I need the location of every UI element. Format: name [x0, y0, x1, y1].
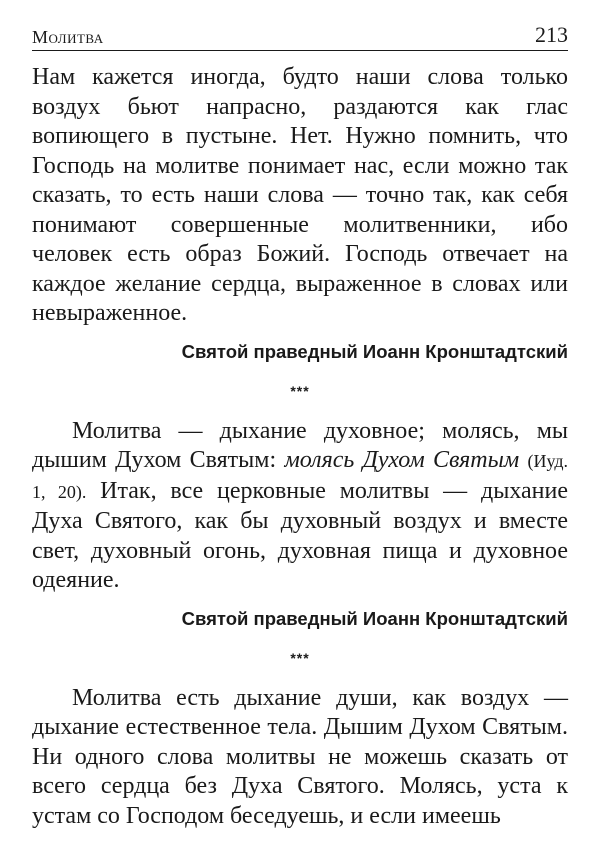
attribution-2: Святой праведный Иоанн Кронштадтский: [181, 607, 568, 629]
paragraph-2-continuation: Итак, все церковные молитвы — дыхание Духа Святого, как бы духовный воздух и вместе свет, духовный огонь, духовная пища и духовное одеяние.: [32, 477, 569, 593]
paragraph-2-text: Молитва — дыхание духовное; молясь, мы дышим Духом Святым:: [32, 417, 568, 473]
section-separator-2: ***: [290, 649, 310, 666]
attribution-1: Святой праведный Иоанн Кронштадтский: [181, 340, 568, 362]
page-number: 213: [535, 22, 568, 47]
paragraph-2: [32, 417, 568, 596]
scripture-quote: молясь Духом Святым: [284, 447, 520, 473]
paragraph-1: Нам кажется иногда, будто наши слова только воздух бьют напрасно, раздаются как глас вопиющего в пустыне. Нет. Нужно помнить, что Господь на молитве понимает нас, если можно так сказать, то есть наши слова — точно так, как себя понимают совершенные молитвенники, ибо человек есть образ Божий. Господь отвечает на каждое желание сердца, выраженное в словах или невыраженное.: [32, 64, 568, 326]
paragraph-3: Молитва есть дыхание души, как воздух — дыхание естественное тела. Дышим Духом Святым. Ни одного слова молитвы не можешь сказать от всего сердца без Духа Святого. Молясь, уста к устам со Господом беседуешь, и если имеешь: [32, 684, 568, 829]
book-page: [32, 20, 568, 831]
running-head: [32, 20, 568, 51]
running-title: Молитва: [32, 27, 104, 47]
section-separator-1: ***: [290, 382, 310, 399]
scripture-reference: (Иуд. 1, 20).: [32, 451, 568, 502]
